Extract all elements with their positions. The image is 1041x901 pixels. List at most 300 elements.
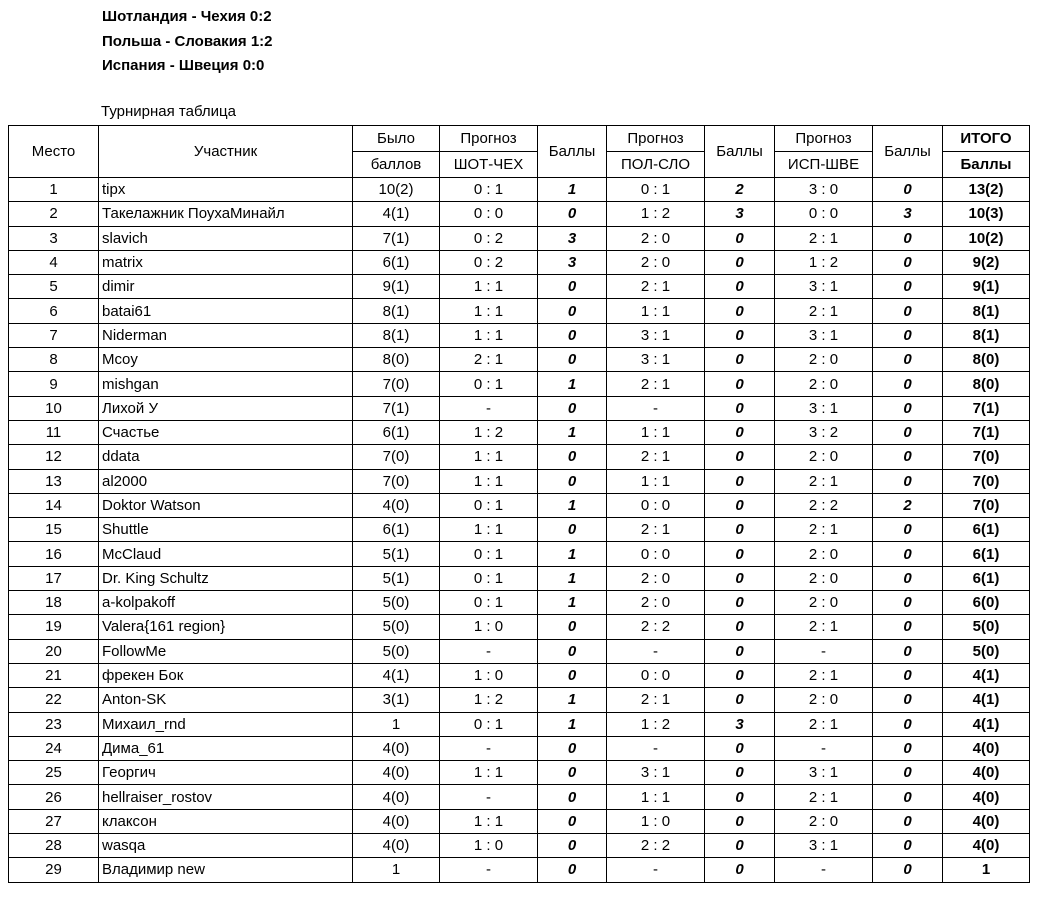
cell-forecast-3: 3 : 1 — [775, 275, 873, 299]
cell-points-1: 0 — [538, 299, 607, 323]
cell-points-1: 1 — [538, 566, 607, 590]
cell-forecast-3: 2 : 0 — [775, 445, 873, 469]
cell-points-3: 0 — [873, 396, 943, 420]
cell-points-3: 0 — [873, 663, 943, 687]
cell-forecast-1: 0 : 1 — [440, 591, 538, 615]
cell-total: 4(1) — [943, 712, 1030, 736]
cell-points-2: 0 — [705, 445, 775, 469]
cell-forecast-1: 1 : 0 — [440, 663, 538, 687]
cell-place: 21 — [9, 663, 99, 687]
header-points-1: Баллы — [538, 126, 607, 178]
cell-was: 8(0) — [353, 348, 440, 372]
table-row — [9, 202, 1030, 226]
cell-was: 7(0) — [353, 445, 440, 469]
cell-forecast-2: 0 : 0 — [607, 542, 705, 566]
cell-place: 26 — [9, 785, 99, 809]
cell-total: 8(1) — [943, 323, 1030, 347]
cell-forecast-3: - — [775, 736, 873, 760]
header-points-2: Баллы — [705, 126, 775, 178]
cell-forecast-2: 1 : 1 — [607, 420, 705, 444]
header-place: Место — [9, 126, 99, 178]
header-forecast-1: Прогноз — [440, 126, 538, 152]
cell-place: 19 — [9, 615, 99, 639]
cell-points-1: 1 — [538, 420, 607, 444]
cell-was: 1 — [353, 858, 440, 882]
cell-forecast-2: - — [607, 736, 705, 760]
cell-points-3: 0 — [873, 809, 943, 833]
cell-forecast-2: - — [607, 396, 705, 420]
cell-total: 1 — [943, 858, 1030, 882]
cell-was: 6(1) — [353, 250, 440, 274]
cell-forecast-2: 0 : 0 — [607, 663, 705, 687]
match-result: Шотландия - Чехия 0:2 — [102, 8, 272, 25]
table-row — [9, 420, 1030, 444]
cell-was: 5(0) — [353, 615, 440, 639]
cell-forecast-2: 2 : 0 — [607, 226, 705, 250]
cell-total: 5(0) — [943, 639, 1030, 663]
cell-total: 4(0) — [943, 761, 1030, 785]
cell-forecast-3: 2 : 1 — [775, 615, 873, 639]
cell-forecast-1: 1 : 1 — [440, 761, 538, 785]
cell-participant: Такелажник ПоухаМинайл — [99, 202, 353, 226]
table-row — [9, 785, 1030, 809]
cell-points-2: 0 — [705, 250, 775, 274]
cell-participant: Михаил_rnd — [99, 712, 353, 736]
cell-points-3: 0 — [873, 420, 943, 444]
cell-total: 13(2) — [943, 178, 1030, 202]
cell-points-2: 0 — [705, 542, 775, 566]
cell-place: 12 — [9, 445, 99, 469]
cell-points-1: 0 — [538, 323, 607, 347]
cell-place: 8 — [9, 348, 99, 372]
match-results — [102, 5, 273, 79]
cell-points-2: 0 — [705, 566, 775, 590]
cell-was: 8(1) — [353, 299, 440, 323]
cell-points-1: 0 — [538, 615, 607, 639]
cell-points-3: 0 — [873, 299, 943, 323]
cell-forecast-3: 2 : 2 — [775, 493, 873, 517]
cell-forecast-1: 1 : 2 — [440, 420, 538, 444]
cell-was: 4(0) — [353, 785, 440, 809]
cell-points-1: 0 — [538, 809, 607, 833]
cell-total: 7(0) — [943, 445, 1030, 469]
cell-was: 4(0) — [353, 736, 440, 760]
cell-forecast-1: 0 : 1 — [440, 493, 538, 517]
cell-place: 5 — [9, 275, 99, 299]
header-forecast-2: Прогноз — [607, 126, 705, 152]
cell-place: 22 — [9, 688, 99, 712]
cell-points-3: 0 — [873, 785, 943, 809]
cell-place: 16 — [9, 542, 99, 566]
cell-forecast-2: 2 : 1 — [607, 518, 705, 542]
cell-forecast-3: 2 : 0 — [775, 809, 873, 833]
cell-points-2: 0 — [705, 809, 775, 833]
cell-points-2: 0 — [705, 591, 775, 615]
cell-points-2: 0 — [705, 396, 775, 420]
header-points-3: Баллы — [873, 126, 943, 178]
cell-was: 10(2) — [353, 178, 440, 202]
cell-forecast-1: 0 : 1 — [440, 178, 538, 202]
cell-points-2: 0 — [705, 736, 775, 760]
cell-points-1: 0 — [538, 858, 607, 882]
cell-points-3: 0 — [873, 372, 943, 396]
cell-participant: wasqa — [99, 834, 353, 858]
cell-total: 6(0) — [943, 591, 1030, 615]
cell-points-2: 3 — [705, 202, 775, 226]
table-caption: Турнирная таблица — [101, 103, 236, 120]
cell-points-3: 0 — [873, 566, 943, 590]
cell-total: 8(0) — [943, 372, 1030, 396]
cell-total: 7(1) — [943, 396, 1030, 420]
cell-participant: Георгич — [99, 761, 353, 785]
cell-forecast-3: 3 : 0 — [775, 178, 873, 202]
cell-was: 5(1) — [353, 542, 440, 566]
cell-forecast-1: 1 : 1 — [440, 299, 538, 323]
cell-forecast-3: 3 : 1 — [775, 834, 873, 858]
table-row — [9, 663, 1030, 687]
cell-forecast-1: - — [440, 639, 538, 663]
cell-points-1: 1 — [538, 372, 607, 396]
cell-place: 27 — [9, 809, 99, 833]
cell-was: 6(1) — [353, 420, 440, 444]
cell-forecast-2: 1 : 0 — [607, 809, 705, 833]
cell-forecast-2: - — [607, 639, 705, 663]
cell-forecast-1: 1 : 1 — [440, 518, 538, 542]
cell-forecast-3: 2 : 1 — [775, 518, 873, 542]
cell-forecast-3: 2 : 0 — [775, 348, 873, 372]
cell-forecast-3: 2 : 0 — [775, 688, 873, 712]
cell-points-1: 0 — [538, 785, 607, 809]
cell-points-2: 0 — [705, 372, 775, 396]
cell-place: 15 — [9, 518, 99, 542]
cell-participant: Dr. King Schultz — [99, 566, 353, 590]
table-header — [9, 126, 1030, 178]
cell-place: 28 — [9, 834, 99, 858]
cell-points-3: 0 — [873, 226, 943, 250]
table-row — [9, 323, 1030, 347]
cell-participant: mishgan — [99, 372, 353, 396]
cell-was: 9(1) — [353, 275, 440, 299]
cell-points-2: 0 — [705, 493, 775, 517]
cell-points-1: 0 — [538, 518, 607, 542]
match-result: Испания - Швеция 0:0 — [102, 57, 265, 74]
cell-forecast-1: 1 : 1 — [440, 445, 538, 469]
cell-forecast-3: 2 : 1 — [775, 712, 873, 736]
cell-points-3: 0 — [873, 736, 943, 760]
cell-was: 4(0) — [353, 809, 440, 833]
cell-points-3: 0 — [873, 469, 943, 493]
cell-points-3: 0 — [873, 445, 943, 469]
cell-forecast-3: 2 : 0 — [775, 542, 873, 566]
cell-points-3: 2 — [873, 493, 943, 517]
cell-place: 2 — [9, 202, 99, 226]
cell-forecast-1: 0 : 1 — [440, 372, 538, 396]
cell-forecast-3: 3 : 2 — [775, 420, 873, 444]
cell-points-2: 0 — [705, 469, 775, 493]
cell-forecast-2: 0 : 0 — [607, 493, 705, 517]
table-row — [9, 299, 1030, 323]
cell-participant: клаксон — [99, 809, 353, 833]
cell-points-3: 0 — [873, 834, 943, 858]
cell-forecast-3: 3 : 1 — [775, 396, 873, 420]
cell-place: 29 — [9, 858, 99, 882]
cell-points-3: 0 — [873, 639, 943, 663]
cell-forecast-3: 1 : 2 — [775, 250, 873, 274]
cell-total: 4(0) — [943, 785, 1030, 809]
cell-points-3: 0 — [873, 688, 943, 712]
cell-points-1: 3 — [538, 250, 607, 274]
cell-total: 9(2) — [943, 250, 1030, 274]
cell-total: 4(0) — [943, 834, 1030, 858]
cell-forecast-2: 3 : 1 — [607, 761, 705, 785]
table-row — [9, 834, 1030, 858]
cell-points-1: 1 — [538, 178, 607, 202]
header-match-1: ШОТ-ЧЕХ — [440, 152, 538, 178]
cell-points-2: 2 — [705, 178, 775, 202]
cell-points-1: 0 — [538, 396, 607, 420]
cell-points-2: 0 — [705, 275, 775, 299]
cell-forecast-2: 2 : 0 — [607, 250, 705, 274]
cell-place: 11 — [9, 420, 99, 444]
table-row — [9, 250, 1030, 274]
cell-participant: Лихой У — [99, 396, 353, 420]
cell-forecast-1: 0 : 2 — [440, 226, 538, 250]
table-row — [9, 712, 1030, 736]
cell-forecast-2: 2 : 2 — [607, 615, 705, 639]
cell-participant: Владимир new — [99, 858, 353, 882]
cell-forecast-3: - — [775, 639, 873, 663]
cell-points-3: 0 — [873, 178, 943, 202]
cell-place: 10 — [9, 396, 99, 420]
cell-points-2: 3 — [705, 712, 775, 736]
cell-participant: Valera{161 region} — [99, 615, 353, 639]
cell-was: 1 — [353, 712, 440, 736]
cell-forecast-2: 3 : 1 — [607, 323, 705, 347]
cell-total: 10(2) — [943, 226, 1030, 250]
cell-points-1: 1 — [538, 712, 607, 736]
cell-forecast-1: 0 : 1 — [440, 712, 538, 736]
cell-participant: McClaud — [99, 542, 353, 566]
cell-forecast-1: - — [440, 396, 538, 420]
header-total-top: ИТОГО — [943, 126, 1030, 152]
header-participant: Участник — [99, 126, 353, 178]
cell-points-3: 0 — [873, 348, 943, 372]
cell-forecast-2: 3 : 1 — [607, 348, 705, 372]
cell-forecast-2: 1 : 1 — [607, 785, 705, 809]
cell-points-1: 1 — [538, 493, 607, 517]
cell-place: 18 — [9, 591, 99, 615]
table-row — [9, 518, 1030, 542]
cell-forecast-1: 1 : 1 — [440, 809, 538, 833]
cell-forecast-3: 2 : 0 — [775, 566, 873, 590]
cell-participant: batai61 — [99, 299, 353, 323]
cell-total: 6(1) — [943, 566, 1030, 590]
cell-total: 4(0) — [943, 809, 1030, 833]
cell-forecast-1: 0 : 1 — [440, 542, 538, 566]
header-match-3: ИСП-ШВЕ — [775, 152, 873, 178]
cell-points-2: 0 — [705, 639, 775, 663]
cell-forecast-1: 1 : 1 — [440, 323, 538, 347]
cell-points-2: 0 — [705, 858, 775, 882]
table-row — [9, 348, 1030, 372]
table-body — [9, 178, 1030, 883]
cell-participant: al2000 — [99, 469, 353, 493]
cell-participant: tipx — [99, 178, 353, 202]
cell-participant: Дима_61 — [99, 736, 353, 760]
cell-participant: a-kolpakoff — [99, 591, 353, 615]
cell-forecast-1: 1 : 0 — [440, 615, 538, 639]
cell-forecast-2: 2 : 2 — [607, 834, 705, 858]
cell-was: 4(0) — [353, 761, 440, 785]
cell-total: 6(1) — [943, 518, 1030, 542]
cell-forecast-1: - — [440, 785, 538, 809]
cell-place: 7 — [9, 323, 99, 347]
cell-total: 5(0) — [943, 615, 1030, 639]
cell-place: 25 — [9, 761, 99, 785]
cell-forecast-3: 2 : 0 — [775, 372, 873, 396]
cell-was: 4(0) — [353, 493, 440, 517]
cell-points-1: 3 — [538, 226, 607, 250]
cell-points-3: 0 — [873, 542, 943, 566]
cell-participant: FollowMe — [99, 639, 353, 663]
cell-points-2: 0 — [705, 761, 775, 785]
cell-was: 5(0) — [353, 639, 440, 663]
cell-forecast-1: 1 : 0 — [440, 834, 538, 858]
cell-points-2: 0 — [705, 420, 775, 444]
cell-points-1: 0 — [538, 202, 607, 226]
cell-points-1: 1 — [538, 591, 607, 615]
cell-forecast-3: 2 : 1 — [775, 226, 873, 250]
cell-forecast-1: 0 : 1 — [440, 566, 538, 590]
cell-points-2: 0 — [705, 688, 775, 712]
cell-place: 17 — [9, 566, 99, 590]
cell-forecast-3: 3 : 1 — [775, 323, 873, 347]
cell-points-1: 0 — [538, 663, 607, 687]
table-row — [9, 809, 1030, 833]
table-row — [9, 858, 1030, 882]
cell-points-3: 0 — [873, 712, 943, 736]
cell-forecast-1: 1 : 1 — [440, 275, 538, 299]
cell-participant: Anton-SK — [99, 688, 353, 712]
cell-was: 7(0) — [353, 469, 440, 493]
cell-forecast-2: 2 : 1 — [607, 275, 705, 299]
cell-place: 24 — [9, 736, 99, 760]
cell-points-2: 0 — [705, 323, 775, 347]
table-row — [9, 761, 1030, 785]
cell-points-3: 0 — [873, 323, 943, 347]
cell-forecast-2: 2 : 1 — [607, 688, 705, 712]
table-row — [9, 566, 1030, 590]
cell-points-1: 1 — [538, 542, 607, 566]
header-was-top: Было — [353, 126, 440, 152]
cell-points-1: 0 — [538, 736, 607, 760]
cell-was: 4(1) — [353, 202, 440, 226]
cell-place: 13 — [9, 469, 99, 493]
table-row — [9, 736, 1030, 760]
cell-points-3: 0 — [873, 250, 943, 274]
cell-points-1: 0 — [538, 639, 607, 663]
table-row — [9, 372, 1030, 396]
cell-forecast-3: - — [775, 858, 873, 882]
header-match-2: ПОЛ-СЛО — [607, 152, 705, 178]
cell-points-2: 0 — [705, 518, 775, 542]
cell-was: 4(0) — [353, 834, 440, 858]
cell-forecast-3: 2 : 1 — [775, 663, 873, 687]
cell-place: 14 — [9, 493, 99, 517]
cell-forecast-1: 0 : 2 — [440, 250, 538, 274]
table-row — [9, 542, 1030, 566]
cell-points-2: 0 — [705, 299, 775, 323]
cell-was: 6(1) — [353, 518, 440, 542]
cell-points-3: 0 — [873, 761, 943, 785]
cell-forecast-3: 3 : 1 — [775, 761, 873, 785]
cell-participant: ddata — [99, 445, 353, 469]
cell-participant: dimir — [99, 275, 353, 299]
cell-total: 8(0) — [943, 348, 1030, 372]
cell-forecast-1: 1 : 1 — [440, 469, 538, 493]
cell-total: 9(1) — [943, 275, 1030, 299]
table-row — [9, 639, 1030, 663]
cell-points-2: 0 — [705, 348, 775, 372]
cell-forecast-3: 2 : 1 — [775, 785, 873, 809]
cell-forecast-1: - — [440, 736, 538, 760]
cell-points-1: 0 — [538, 348, 607, 372]
cell-forecast-2: - — [607, 858, 705, 882]
cell-total: 7(1) — [943, 420, 1030, 444]
table-row — [9, 615, 1030, 639]
cell-points-3: 0 — [873, 518, 943, 542]
cell-was: 8(1) — [353, 323, 440, 347]
cell-forecast-2: 2 : 1 — [607, 445, 705, 469]
table-row — [9, 469, 1030, 493]
cell-total: 4(1) — [943, 688, 1030, 712]
table-row — [9, 493, 1030, 517]
table-row — [9, 226, 1030, 250]
cell-was: 5(1) — [353, 566, 440, 590]
cell-points-1: 0 — [538, 761, 607, 785]
cell-total: 4(0) — [943, 736, 1030, 760]
cell-total: 6(1) — [943, 542, 1030, 566]
header-total-bottom: Баллы — [943, 152, 1030, 178]
table-row — [9, 445, 1030, 469]
cell-was: 7(0) — [353, 372, 440, 396]
cell-points-3: 0 — [873, 858, 943, 882]
cell-points-3: 0 — [873, 275, 943, 299]
cell-forecast-2: 1 : 1 — [607, 299, 705, 323]
cell-participant: фрекен Бок — [99, 663, 353, 687]
cell-points-1: 1 — [538, 688, 607, 712]
cell-points-1: 0 — [538, 445, 607, 469]
cell-place: 1 — [9, 178, 99, 202]
cell-participant: slavich — [99, 226, 353, 250]
cell-forecast-2: 0 : 1 — [607, 178, 705, 202]
cell-points-1: 0 — [538, 834, 607, 858]
cell-forecast-3: 2 : 1 — [775, 299, 873, 323]
table-row — [9, 688, 1030, 712]
cell-points-2: 0 — [705, 663, 775, 687]
cell-forecast-1: 2 : 1 — [440, 348, 538, 372]
cell-forecast-2: 2 : 1 — [607, 372, 705, 396]
table-row — [9, 275, 1030, 299]
cell-participant: matrix — [99, 250, 353, 274]
cell-forecast-1: 0 : 0 — [440, 202, 538, 226]
cell-was: 7(1) — [353, 226, 440, 250]
table-row — [9, 591, 1030, 615]
cell-participant: Shuttle — [99, 518, 353, 542]
cell-place: 3 — [9, 226, 99, 250]
cell-participant: Mcoy — [99, 348, 353, 372]
cell-was: 4(1) — [353, 663, 440, 687]
